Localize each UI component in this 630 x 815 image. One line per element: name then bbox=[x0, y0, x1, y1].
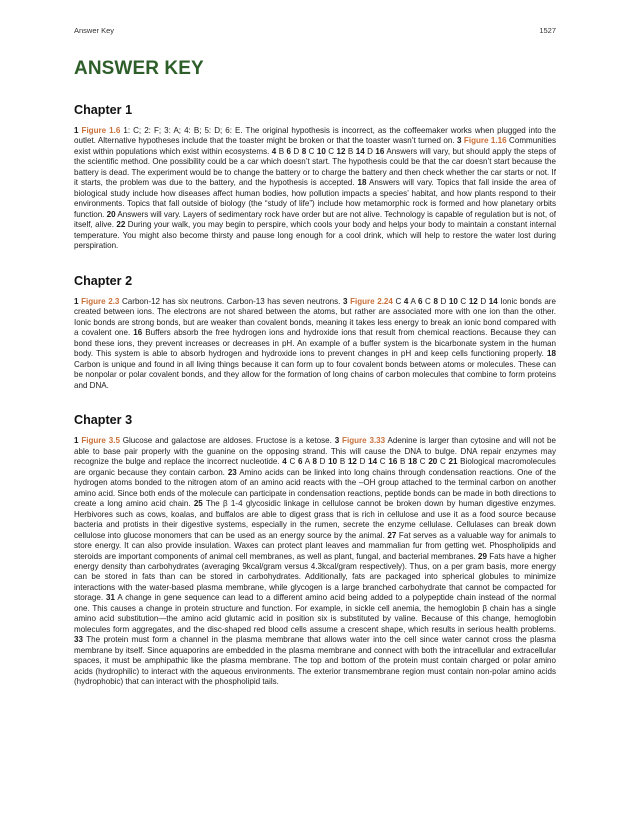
answer-text: D bbox=[316, 457, 329, 467]
answer-text: Glucose and galactose are aldoses. Fructose is a ketose. bbox=[119, 436, 335, 446]
question-number: 12 bbox=[468, 296, 478, 306]
question-number: 14 bbox=[368, 457, 378, 467]
question-number: 16 bbox=[133, 328, 143, 338]
question-number: 20 bbox=[106, 209, 116, 219]
question-number: 6 bbox=[298, 457, 303, 467]
answer-text: A bbox=[408, 296, 418, 306]
question-number: 6 bbox=[286, 146, 291, 156]
answer-text: C bbox=[417, 457, 429, 467]
answer-text: C bbox=[392, 296, 404, 306]
question-number: 1 bbox=[74, 296, 79, 306]
question-number: 25 bbox=[193, 499, 203, 509]
answer-text: Answers will vary. Layers of sedimentary rock have order but are not alive. Technology is capable of regulation but is not, of itself, alive. bbox=[74, 209, 557, 230]
question-number: 8 bbox=[433, 296, 438, 306]
question-number: 23 bbox=[227, 467, 237, 477]
page-title: ANSWER KEY bbox=[74, 58, 204, 79]
page-content bbox=[74, 58, 556, 688]
figure-link[interactable]: Figure 2.3 bbox=[81, 296, 120, 306]
answer-text: The β 1-4 glycosidic linkage in cellulose cannot be broken down by human digestive enzymes. Herbivores such as cows, koalas, and buffalos are able to digest grass that is rich in cellulose and use it as a food source because bacteria and protists in their digestive systems, especially in the rumen, secrete the enzyme cellulase. Cellulases can break down cellulose into glucose monomers that can be used as an energy source by the animal. bbox=[74, 499, 556, 540]
question-number: 31 bbox=[106, 593, 115, 603]
question-number: 3 bbox=[334, 436, 340, 446]
answer-text: Adenine is larger than cytosine and will not be able to base pair properly with the guanine on the opposing strand. This will cause the DNA to bulge. DNA repair enzymes may recognize the bulge and replace the incorrect nucleotide. bbox=[74, 436, 556, 467]
answer-text: Fat serves as a valuable way for animals to store energy. It can also provide insulation. Waxes can protect plant leaves and mammalian fur from getting wet. Phospholipids and steroids are important components of animal cell membranes, as well as plant, fungal, and bacterial membranes. bbox=[74, 530, 556, 561]
question-number: 33 bbox=[74, 635, 83, 645]
answer-text: C bbox=[377, 457, 389, 467]
question-number: 8 bbox=[301, 146, 307, 156]
answer-text: C bbox=[437, 457, 449, 467]
answer-text: B bbox=[276, 146, 287, 156]
question-number: 12 bbox=[347, 457, 357, 467]
answer-text: Buffers absorb the free hydrogen ions and hydroxide ions that result from chemical reactions. Because they can bond these ions, they prevent increases or decreases in pH. An example of a buffer system is the bicarbonate system in the human body. This system is able to absorb hydrogen and hydroxide ions to prevent changes in pH and keep cells functioning properly. bbox=[74, 328, 556, 359]
running-header bbox=[74, 26, 556, 38]
chapter-heading-3: Chapter 3 bbox=[74, 413, 133, 428]
answer-text: C bbox=[457, 296, 469, 306]
question-number: 1 bbox=[74, 126, 79, 135]
answer-text: D bbox=[364, 146, 376, 156]
answer-text: Biological macromolecules are organic because they contain carbon. bbox=[74, 457, 556, 477]
header-section-title: Answer Key bbox=[74, 26, 115, 35]
question-number: 4 bbox=[271, 146, 277, 156]
question-number: 18 bbox=[357, 178, 367, 188]
answer-text: B bbox=[397, 457, 409, 467]
figure-link[interactable]: Figure 1.16 bbox=[463, 136, 507, 146]
question-number: 14 bbox=[355, 146, 365, 156]
answer-text: During your walk, you may begin to perspire, which cools your body and helps your body to maintain a constant internal temperature. You might also become thirsty and pause long enough for a cool drink, which will help to restore the water lost during perspiration. bbox=[74, 220, 556, 251]
answer-text: 1: C; 2: F; 3: A; 4: B; 5: D; 6: E. The original hypothesis is incorrect, as the coffeemaker works when plugged into the outlet. Alternative hypotheses include that the toaster might be broken or that the toaster wasn’t turned on. bbox=[74, 126, 556, 146]
question-number: 4 bbox=[403, 296, 409, 306]
answer-text: D bbox=[437, 296, 449, 306]
question-number: 12 bbox=[336, 146, 346, 156]
answer-text: Answers will vary, but should apply the steps of the scientific method. One possibility could be a car which doesn’t start. The hypothesis could be that the car doesn’t start because the battery is dead. The experiment would be to change the battery or to charge the battery and then check whether the car starts or not. If it starts, the problem was due to the battery, and the hypothesis is accepted. bbox=[74, 146, 556, 188]
question-number: 10 bbox=[328, 457, 338, 467]
answer-text: C bbox=[286, 457, 299, 467]
question-number: 16 bbox=[375, 146, 385, 156]
answer-text: D bbox=[290, 146, 302, 156]
chapter-heading-2: Chapter 2 bbox=[74, 273, 133, 288]
answer-text: Ionic bonds are created between ions. The electrons are not shared between the atoms, but rather are associated more with one ion than the other. Ionic bonds are strong bonds, but are weaker than covalent bonds, meaning it takes less energy to break an ionic bond compared with a covalent one. bbox=[74, 296, 556, 338]
question-number: 6 bbox=[417, 296, 423, 306]
question-number: 27 bbox=[387, 530, 397, 540]
answer-text: Fats have a higher energy density than carbohydrates (averaging 9kcal/gram versus 4.3kcal/gram respectively). Thus, on a per gram basis, more energy can be stored in fats than can be stored in carbohydrates. Additionally, fats are packaged into spherical globules to minimize interactions with the water-based plasma membrane, while glycogen is a large branched carbohydrate that cannot be compacted for storage. bbox=[74, 551, 556, 603]
question-number: 22 bbox=[116, 220, 126, 230]
answer-text: D bbox=[356, 457, 369, 467]
answer-text: B bbox=[345, 146, 356, 156]
question-number: 10 bbox=[448, 296, 458, 306]
answer-text: D bbox=[477, 296, 489, 306]
question-number: 1 bbox=[74, 436, 79, 446]
question-number: 20 bbox=[428, 457, 438, 467]
question-number: 3 bbox=[343, 296, 348, 306]
answer-text: Amino acids can be linked into long chains through condensation reactions. One of the hydrogen atoms bonded to the nitrogen atom of an amino acid reacts with the –OH group attached to the terminal carbon on another amino acid. Since both ends of the molecule can participate in condensation reactions, peptide bonds can be made in both directions to create a long amino acid chain. bbox=[74, 467, 556, 509]
question-number: 16 bbox=[388, 457, 398, 467]
figure-link[interactable]: Figure 2.24 bbox=[350, 296, 393, 306]
question-number: 3 bbox=[457, 136, 462, 146]
question-number: 10 bbox=[316, 146, 326, 156]
answer-text: B bbox=[337, 457, 348, 467]
answer-text: C bbox=[306, 146, 317, 156]
question-number: 18 bbox=[408, 457, 418, 467]
answer-text: A bbox=[302, 457, 313, 467]
question-number: 4 bbox=[282, 457, 287, 467]
question-number: 18 bbox=[547, 349, 556, 359]
figure-link[interactable]: Figure 3.5 bbox=[81, 436, 120, 446]
figure-link[interactable]: Figure 1.6 bbox=[81, 126, 121, 135]
answer-text: C bbox=[325, 146, 337, 156]
answer-text: C bbox=[422, 296, 434, 306]
question-number: 21 bbox=[448, 457, 458, 467]
answer-text: A change in gene sequence can lead to a different amino acid being added to a polypeptide chain instead of the normal one. This causes a change in protein structure and function. For example, in sickle cell anemia, the hemoglobin β chain has a single amino acid substitution—the amino acid glutamic acid in position six is substituted by valine. Because of this change, hemoglobin molecules form aggregates, and the disc-shaped red blood cells assume a crescent shape, which results in serious health problems. bbox=[74, 593, 557, 634]
page-number: 1527 bbox=[539, 26, 556, 35]
chapter-heading-1: Chapter 1 bbox=[74, 103, 133, 117]
answer-text: Carbon-12 has six neutrons. Carbon-13 has seven neutrons. bbox=[119, 296, 343, 306]
question-number: 14 bbox=[488, 296, 498, 306]
answer-text: The protein must form a channel in the plasma membrane that allows water into the cell since water cannot cross the plasma membrane by itself. Since aquaporins are embedded in the plasma membrane and connect with both the intracellular and extracellular spaces, it must be amphipathic like the plasma membrane. The top and bottom of the protein must contain charged or polar amino acids (hydrophilic) to interact with the aqueous environments. The exterior transmembrane region must contain non-polar amino acids (hydrophobic) that can interact with the phospholipid tails. bbox=[74, 635, 556, 687]
question-number: 29 bbox=[478, 551, 487, 561]
answer-text: Carbon is unique and found in all living things because it can form up to four covalent bonds between atoms or molecules. These can be nonpolar or polar covalent bonds, and they allow for the formation of long chains of carbon molecules that combine to form proteins and DNA. bbox=[74, 359, 556, 390]
chapter-2-answers bbox=[74, 297, 556, 391]
answer-text: Communities exist within populations which exist within ecosystems. bbox=[74, 136, 556, 156]
answer-text: Answers will vary. Topics that fall inside the area of biological study include how diseases affect human bodies, how pollution impacts a species’ habitat, and how plants respond to their environments. Topics that fall outside of biology (the “study of life”) include how metamorphic rock is formed and how planetary orbits function. bbox=[74, 178, 556, 219]
question-number: 8 bbox=[312, 457, 317, 467]
figure-link[interactable]: Figure 3.33 bbox=[342, 436, 386, 446]
chapter-1-answers bbox=[74, 126, 556, 252]
chapter-3-answers bbox=[74, 436, 556, 688]
